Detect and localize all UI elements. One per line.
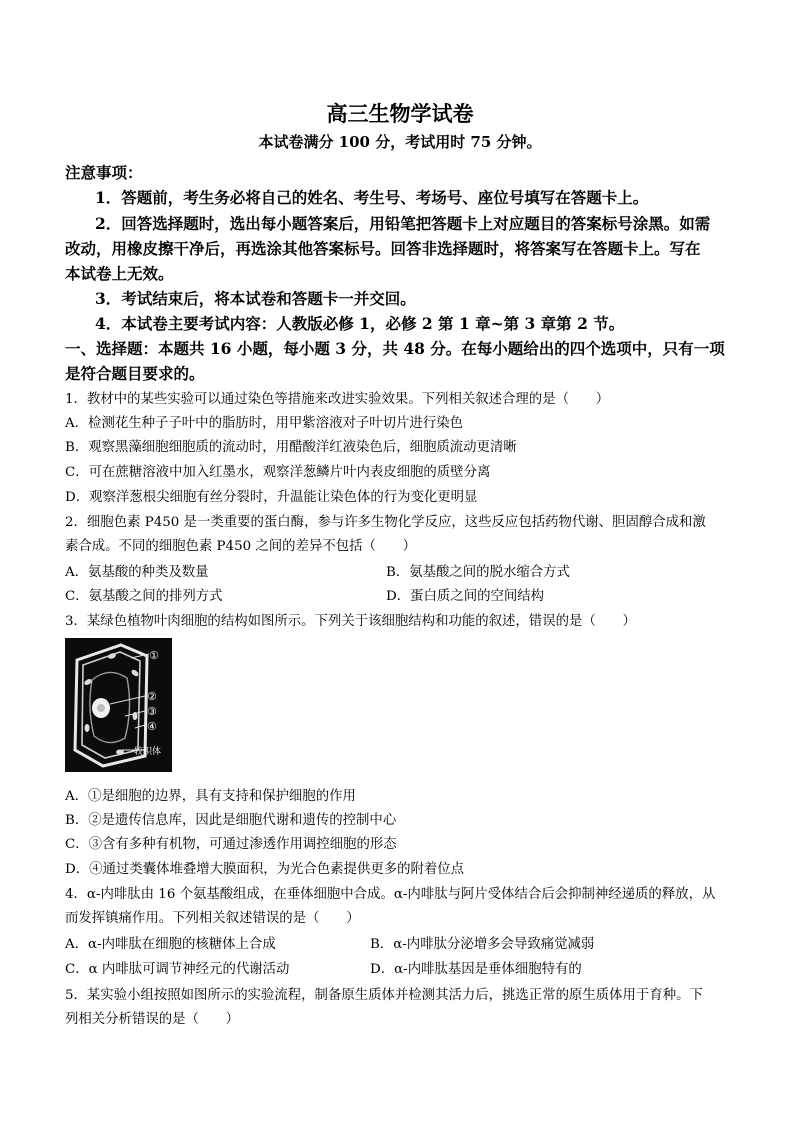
q5-stem-line-1: 5．某实验小组按照如图所示的实验流程，制备原生质体并检测其活力后，挑选正常的原生质体用于育种。下 (65, 988, 703, 1003)
notice-item-3: 3．考试结束后，将本试卷和答题卡一并交回。 (95, 289, 416, 308)
plant-cell-diagram (65, 638, 172, 772)
notice-item-4: 4．本试卷主要考试内容：人教版必修 1，必修 2 第 1 章~第 3 章第 2 节。 (95, 314, 625, 333)
q2-option-d: D．蛋白质之间的空间结构 (386, 589, 545, 604)
page-title: 高三生物学试卷 (326, 102, 474, 126)
q2-stem-line-2: 素合成。不同的细胞色素 P450 之间的差异不包括（ ） (65, 539, 417, 554)
q3-option-b: B．②是遗传信息库，因此是细胞代谢和遗传的控制中心 (65, 813, 397, 828)
notice-heading: 注意事项： (65, 163, 143, 182)
q4-option-d: D．α-内啡肽基因是垂体细胞特有的 (370, 962, 582, 977)
q1-option-d: D．观察洋葱根尖细胞有丝分裂时，升温能让染色体的行为变化更明显 (65, 490, 478, 505)
section-heading-line-1: 一、选择题：本题共 16 小题，每小题 3 分，共 48 分。在每小题给出的四个选项中，只有一项 (65, 339, 725, 358)
section-heading-line-2: 是符合题目要求的。 (65, 364, 205, 383)
plant-cell-figure (65, 638, 172, 772)
notice-item-2-line-1: 2．回答选择题时，选出每小题答案后，用铅笔把答题卡上对应题目的答案标号涂黑。如需 (95, 214, 711, 233)
notice-item-2-line-3: 本试卷上无效。 (65, 264, 174, 283)
q2-stem-line-1: 2．细胞色素 P450 是一类重要的蛋白酶，参与许多生物化学反应，这些反应包括药物代谢、胆固醇合成和激 (65, 515, 706, 530)
figure-label-2: ② (147, 690, 157, 703)
q3-option-d: D．④通过类囊体堆叠增大膜面积，为光合色素提供更多的附着位点 (65, 862, 465, 877)
notice-item-2-line-2: 改动，用橡皮擦干净后，再选涂其他答案标号。回答非选择题时，将答案写在答题卡上。写在 (65, 239, 701, 258)
q3-option-a: A．①是细胞的边界，具有支持和保护细胞的作用 (65, 789, 356, 804)
q2-option-c: C．氨基酸之间的排列方式 (65, 589, 223, 604)
figure-label-3: ③ (147, 705, 157, 718)
q4-stem-line-1: 4．α-内啡肽由 16 个氨基酸组成，在垂体细胞中合成。α-内啡肽与阿片受体结合后会抑制神经递质的释放，从 (65, 887, 716, 902)
figure-label-4: ④ (147, 720, 157, 733)
q4-option-b: B．α-内啡肽分泌增多会导致痛觉减弱 (370, 937, 595, 952)
notice-item-1: 1．答题前，考生务必将自己的姓名、考生号、考场号、座位号填写在答题卡上。 (95, 188, 649, 207)
q1-option-b: B．观察黑藻细胞细胞质的流动时，用醋酸洋红液染色后，细胞质流动更清晰 (65, 440, 517, 455)
q4-stem-line-2: 而发挥镇痛作用。下列相关叙述错误的是（ ） (65, 911, 360, 926)
exam-info: 本试卷满分 100 分，考试用时 75 分钟。 (258, 133, 542, 151)
q4-option-c: C．α 内啡肽可调节神经元的代谢活动 (65, 962, 290, 977)
q1-stem: 1．教材中的某些实验可以通过染色等措施来改进实验效果。下列相关叙述合理的是（ ） (65, 392, 610, 407)
figure-label-5: 一较积体 (125, 747, 162, 757)
q3-option-c: C．③含有多种有机物，可通过渗透作用调控细胞的形态 (65, 837, 397, 852)
figure-label-1: ① (149, 649, 159, 662)
q1-option-a: A．检测花生种子子叶中的脂肪时，用甲紫溶液对子叶切片进行染色 (65, 416, 463, 431)
q1-option-c: C．可在蔗糖溶液中加入红墨水，观察洋葱鳞片叶内表皮细胞的质壁分离 (65, 465, 491, 480)
q5-stem-line-2: 列相关分析错误的是（ ） (65, 1012, 240, 1027)
q2-option-b: B．氨基酸之间的脱水缩合方式 (386, 565, 570, 580)
q3-stem: 3．某绿色植物叶肉细胞的结构如图所示。下列关于该细胞结构和功能的叙述，错误的是（ ） (65, 614, 636, 629)
q4-option-a: A．α-内啡肽在细胞的核糖体上合成 (65, 937, 276, 952)
q2-option-a: A．氨基酸的种类及数量 (65, 565, 209, 580)
